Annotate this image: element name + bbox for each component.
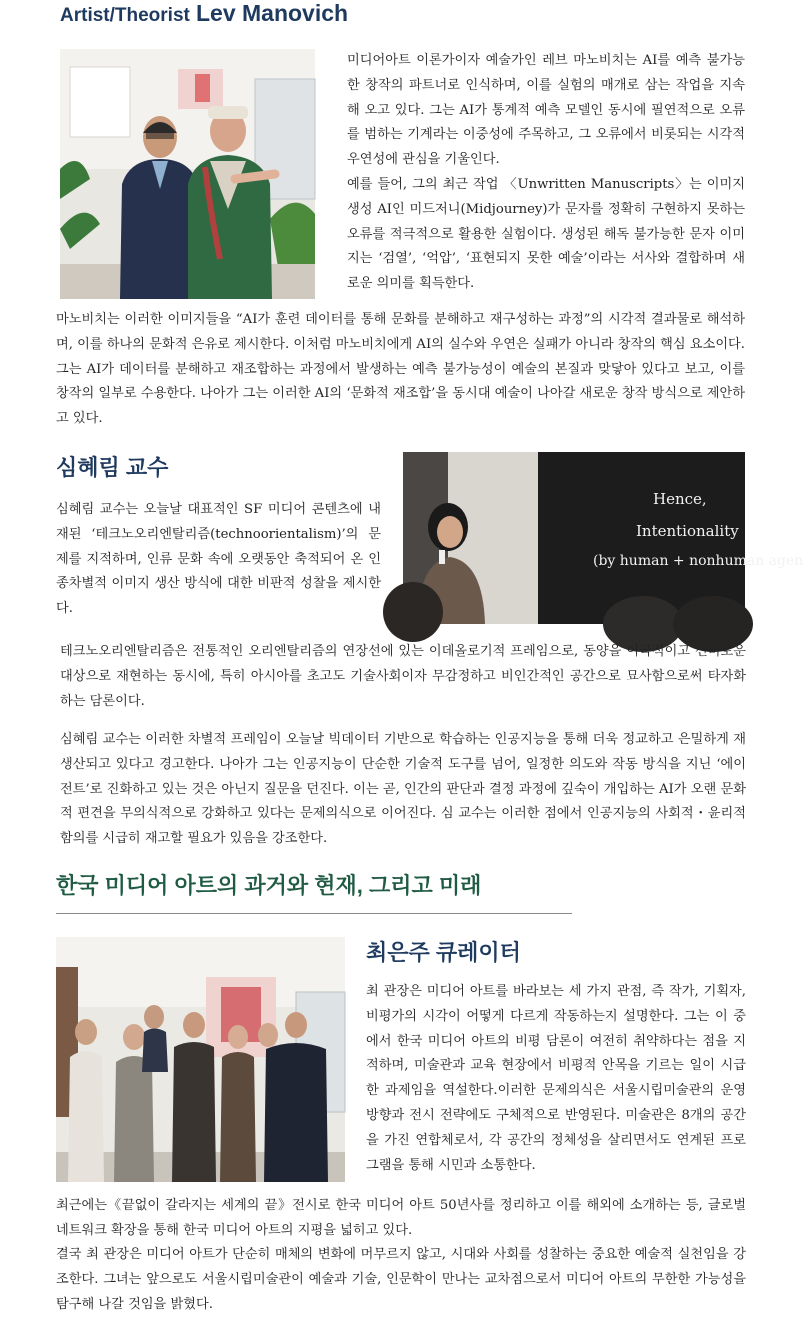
heading-name: Lev Manovich (195, 0, 349, 26)
manovich-heading (60, 0, 348, 27)
shim-heading: 심혜림 교수 (56, 455, 169, 480)
group-photo (56, 937, 345, 1182)
choi-intro: 최 관장은 미디어 아트를 바라보는 세 가지 관점, 즉 작가, 기획자, 비평가의 시각이 어떻게 다르게 작동하는지 설명한다. 그는 이 중에서 한국 미디어 아트의 비평 담론이 여전히 취약하다는 점을 지적하며, 미술관과 교육 현장에서 비평적 안목을 기르는 일이 시급한 과제임을 역설한다.이러한 문제의식은 서울시립미술관의 운영 방향과 전시 전략에도 구체적으로 반영된다. 미술관은 8개의 공간을 가진 연합체로서, 각 공간의 정체성을 살리면서도 연계된 프로그램을 통해 시민과 소통한다. (366, 984, 746, 1173)
heading-prefix: Artist/Theorist (60, 5, 190, 26)
slide-line-1: Hence, (653, 490, 707, 508)
choi-body-1: 최근에는《끝없이 갈라지는 세계의 끝》전시로 한국 미디어 아트 50년사를 정리하고 이를 해외에 소개하는 등, 글로벌 네트워크 확장을 통해 한국 미디어 아트의 지평을 넓히고 있다. (56, 1198, 746, 1238)
shim-intro: 심혜림 교수는 오늘날 대표적인 SF 미디어 콘텐츠에 내재된 ‘테크노오리엔탈리즘(technoorientalism)’의 문제를 지적하며, 인류 문화 속에 오랫동안 축적되어 온 인종차별적 이미지 생산 방식에 대한 비판적 성찰을 제시한다. (56, 502, 381, 617)
slide-line-3: (by human + nonhuman agen (593, 553, 803, 569)
media-art-heading: 한국 미디어 아트의 과거와 현재, 그리고 미래 (56, 873, 482, 898)
shim-lecture-photo (403, 452, 803, 624)
manovich-intro-p1: 미디어아트 이론가이자 예술가인 레브 마노비치는 AI를 예측 불가능한 창작의 파트너로 인식하며, 이를 실험의 매개로 삼는 작업을 지속해 오고 있다. 그는 AI가 통계적 예측 모델인 동시에 필연적으로 오류를 범하는 기계라는 이중성에 주목하고, 그 오류에서 비롯되는 시각적 우연성에 관심을 기울인다. (347, 53, 745, 168)
manovich-photo (60, 49, 315, 299)
choi-heading: 최은주 큐레이터 (366, 940, 521, 965)
manovich-intro-p2: 예를 들어, 그의 최근 작업 〈Unwritten Manuscripts〉는 이미지 생성 AI인 미드저니(Midjourney)가 문자를 정확히 구현하지 못하는 오류를 적극적으로 활용한 실험이다. 생성된 해독 불가능한 문자 이미지는 ‘검열’, ‘억압’, ‘표현되지 못한 예술’이라는 서사와 결합하며 새로운 의미를 획득한다. (347, 176, 745, 292)
shim-body-1: 테크노오리엔탈리즘은 전통적인 오리엔탈리즘의 연장선에 있는 이데올로기적 프레임으로, 동양을 이국적이고 신비로운 대상으로 재현하는 동시에, 특히 아시아를 초고도 기술사회이자 무감정하고 비인간적인 공간으로 묘사함으로써 타자화하는 담론이다. (60, 644, 746, 709)
section-divider (56, 913, 572, 914)
manovich-intro (347, 49, 745, 297)
choi-body-2: 결국 최 관장은 미디어 아트가 단순히 매체의 변화에 머무르지 않고, 시대와 사회를 성찰하는 중요한 예술적 실천임을 강조한다. 그녀는 앞으로도 서울시립미술관이 예술과 기술, 인문학이 만나는 교차점으로서 미디어 아트의 무한한 가능성을 탐구해 나갈 것임을 밝혔다. (56, 1247, 746, 1312)
shim-body-2: 심혜림 교수는 이러한 차별적 프레임이 오늘날 빅데이터 기반으로 학습하는 인공지능을 통해 더욱 정교하고 은밀하게 재생산되고 있다고 경고한다. 나아가 그는 인공지능이 단순한 기술적 도구를 넘어, 일정한 의도와 작동 방식을 지닌 ‘에이전트’로 진화하고 있는 것은 아닌지 질문을 던진다. 이는 곧, 인간의 판단과 결정 과정에 깊숙이 개입하는 AI가 오랜 문화적 편견을 무의식적으로 강화하고 있다는 문제의식으로 이어진다. 심 교수는 이러한 점에서 인공지능의 사회적・윤리적 함의를 시급히 재고할 필요가 있음을 강조한다. (60, 732, 746, 847)
slide-text (403, 452, 803, 624)
manovich-body: 마노비치는 이러한 이미지들을 “AI가 훈련 데이터를 통해 문화를 분해하고 재구성하는 과정”의 시각적 결과물로 해석하며, 이를 하나의 문화적 은유로 제시한다. 이처럼 마노비치에게 AI의 실수와 우연은 실패가 아니라 창작의 핵심 요소이다. 그는 AI가 데이터를 분해하고 재조합하는 과정에서 발생하는 예측 불가능성이 예술의 본질과 맞닿아 있다고 보고, 이를 창작의 일부로 수용한다. 나아가 그는 이러한 AI의 ‘문화적 재조합’을 동시대 예술이 나아갈 새로운 창작 방식으로 제안하고 있다. (56, 312, 745, 427)
slide-line-2: Intentionality (636, 522, 739, 540)
